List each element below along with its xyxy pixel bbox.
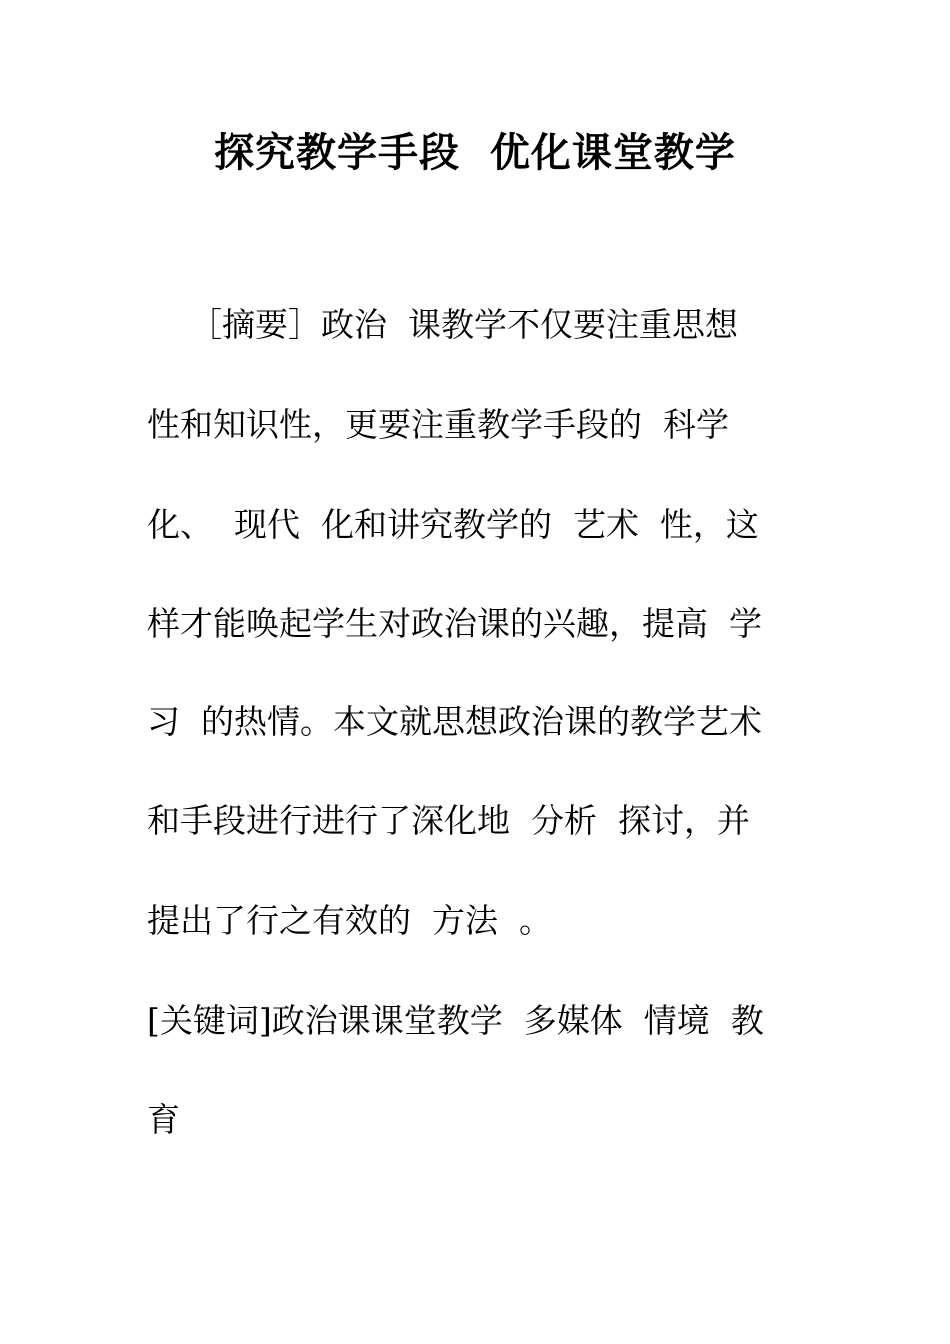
- abstract-line-3: 化、 现代 化和讲究教学的 艺术 性，这: [147, 505, 759, 544]
- abstract-line-7: 提出了行之有效的 方法 。: [147, 901, 552, 940]
- keywords-line-2: 育: [147, 1100, 180, 1139]
- abstract-line-4: 样才能唤起学生对政治课的兴趣，提高 学: [147, 604, 762, 643]
- document-title: 探究教学手段 优化课堂教学: [214, 129, 736, 176]
- abstract-line-5: 习 的热情。本文就思想政治课的教学艺术: [147, 702, 762, 741]
- keywords-line-1: [关键词]政治课课堂教学 多媒体 情境 教: [147, 1001, 764, 1040]
- abstract-line-1: ［摘要］政治 课教学不仅要注重思想: [147, 305, 738, 344]
- abstract-line-2: 性和知识性，更要注重教学手段的 科学: [147, 405, 729, 444]
- abstract-line-6: 和手段进行进行了深化地 分析 探讨，并: [147, 801, 750, 840]
